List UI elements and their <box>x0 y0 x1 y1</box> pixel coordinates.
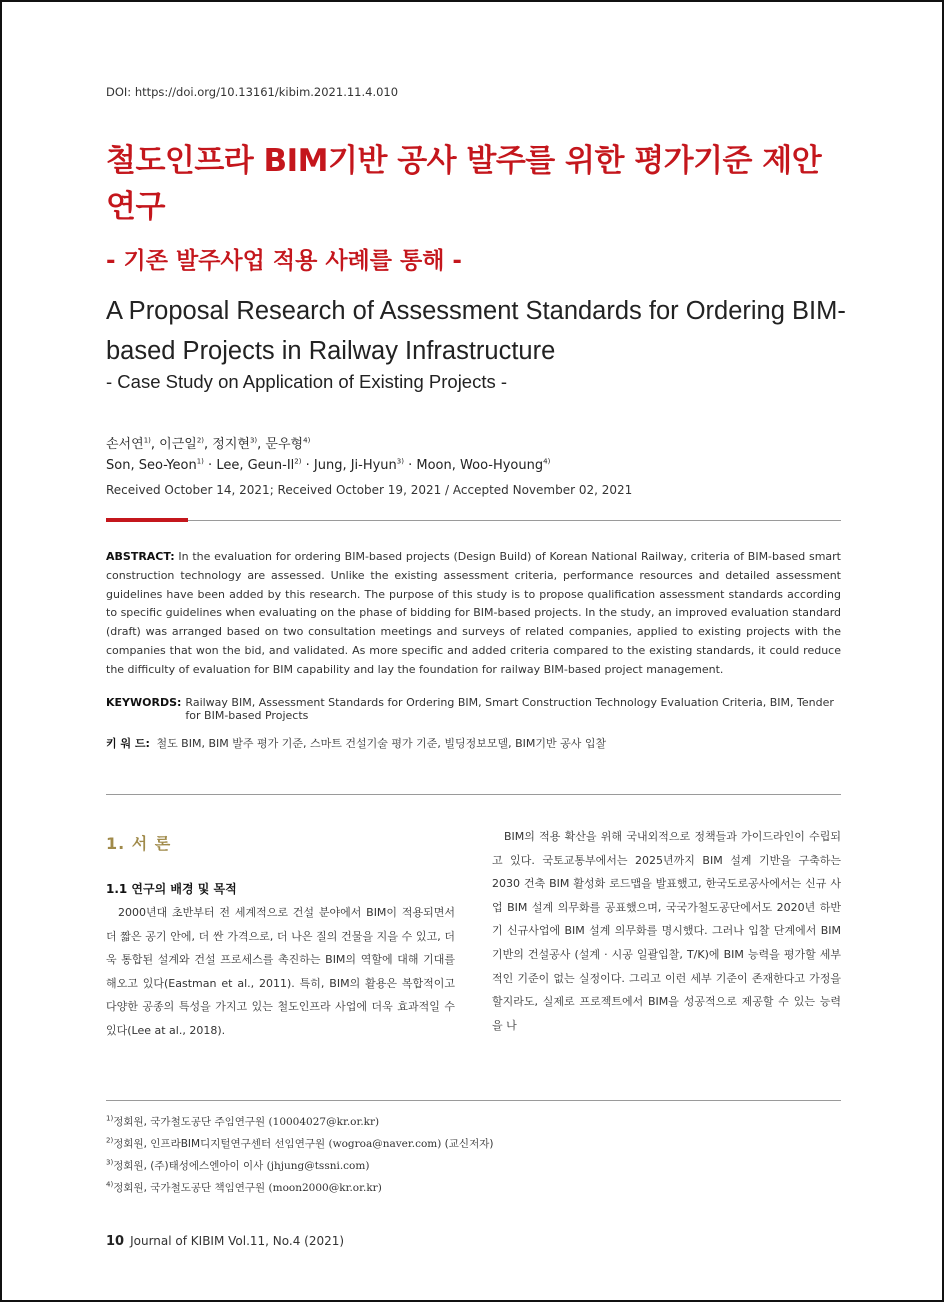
abstract-text: In the evaluation for ordering BIM-based projects (Design Build) of Korean National Railway, criteria of BIM-based smart construction technology are assessed. Unlike the existing assessment criteria, performance resources and detailed assessment guidelines have been added by this research. The purpose of this study is to propose qualification assessment standards according to specific guidelines when evaluating on the phase of bidding for BIM-based projects. In the study, an improved evaluation standard (draft) was arranged based on two consultation meetings and surveys of related companies, applied to existing projects with the companies that won the bid, and validated. As more specific and added criteria compared to the existing standards, it could reduce the difficulty of evaluation for BIM capability and lay the foundation for railway BIM-based project management. <box>106 550 841 676</box>
footnote-email[interactable]: (10004027@kr.or.kr) <box>268 1116 380 1128</box>
footnote-email[interactable]: (wogroa@naver.com) <box>328 1138 442 1150</box>
keywords-korean-label: 키 워 드: <box>106 737 150 750</box>
author-ko: 정지현$^{3)}$ <box>212 436 258 452</box>
footnote-email[interactable]: (jhjung@tssni.com) <box>266 1160 370 1172</box>
accent-divider <box>106 518 188 522</box>
subtitle-english: - Case Study on Application of Existing Projects - <box>106 371 508 392</box>
keywords-korean-text: 철도 BIM, BIM 발주 평가 기준, 스마트 건설기술 평가 기준, 빌딩정보모델, BIM기반 공사 입찰 <box>156 737 607 750</box>
footnote-divider <box>106 1100 841 1101</box>
footnotes <box>106 1111 493 1199</box>
section-heading: 1. 서 론 <box>106 834 172 853</box>
keywords-label: KEYWORDS: <box>106 696 182 709</box>
keywords-text: Railway BIM, Assessment Standards for Ordering BIM, Smart Construction Technology Evaluation Criteria, BIM, Tender for BIM-based Projects <box>185 696 834 722</box>
divider-line <box>106 794 841 795</box>
keywords-korean <box>106 735 841 751</box>
keywords <box>106 696 841 722</box>
body-left-column: 2000년대 초반부터 전 세계적으로 건설 분야에서 BIM이 적용되면서 더 짧은 공기 안에, 더 싼 가격으로, 더 나은 질의 건물을 지을 수 있고, 더욱 통합된 설계와 건설 프로세스를 촉진하는 BIM의 역할에 대해 기대를 해오고 있다(Eastman et al., 2011). 특히, BIM의 활용은 복합적이고 다양한 공종의 특성을 가지고 있는 철도인프라 사업에 더욱 효과적일 수 있다(Lee at al., 2018). <box>106 906 455 1037</box>
body-right-column: BIM의 적용 확산을 위해 국내외적으로 정책들과 가이드라인이 수립되고 있다. 국토교통부에서는 2025년까지 BIM 설계 기반을 구축하는 2030 건축 BIM 활성화 로드맵을 발표했고, 한국도로공사에서는 신규 사업 BIM 설계 의무화를 공표했으며, 국국가철도공단에서도 2020년 하반기 신규사업에 BIM 설계 의무화를 명시했다. 그러나 입찰 단계에서 BIM기반의 건설공사 (설계 · 시공 일괄입찰, T/K)에 BIM 능력을 평가할 세부적인 기준이 없는 실정이다. 그리고 이런 세부 기준이 존재한다고 가정을 할지라도, 실제로 프로젝트에서 BIM을 성공적으로 제공할 수 있는 능력을 나 <box>492 830 841 1032</box>
journal-name: Journal of KIBIM Vol.11, No.4 (2021) <box>130 1234 345 1248</box>
footnote-item: $^{2)}$정회원, 인프라BIM디지털연구센터 선임연구원 (wogroa@naver.com) (교신저자) <box>106 1136 494 1150</box>
abstract-label: ABSTRACT: <box>106 550 175 563</box>
footnote-item: $^{4)}$정회원, 국가철도공단 책임연구원 (moon2000@kr.or.kr) <box>106 1180 382 1194</box>
author-en: Moon, Woo-Hyoung$^{4)}$ <box>416 457 551 473</box>
author-en: Jung, Ji-Hyun$^{3)}$ <box>313 457 404 473</box>
author-ko: 손서연$^{1)}$ <box>106 436 151 452</box>
authors-korean: 손서연$^{1)}$, 이근일$^{2)}$, 정지현$^{3)}$, 문우형$^{4)}$ <box>106 436 311 452</box>
title-korean: 철도인프라 BIM기반 공사 발주를 위한 평가기준 제안 연구 <box>106 143 822 225</box>
footnote-item: $^{1)}$정회원, 국가철도공단 주임연구원 (10004027@kr.or.kr) <box>106 1114 380 1128</box>
title-english: A Proposal Research of Assessment Standards for Ordering BIM-based Projects in Railway Infrastructure <box>106 297 846 365</box>
doi-line[interactable]: DOI: https://doi.org/10.13161/kibim.2021.11.4.010 <box>106 85 399 99</box>
abstract <box>106 548 841 680</box>
author-en: Son, Seo-Yeon$^{1)}$ <box>106 457 204 473</box>
author-ko: 문우형$^{4)}$ <box>265 436 311 452</box>
divider-line <box>106 520 841 521</box>
footnote-item: $^{3)}$정회원, (주)태성에스엔아이 이사 (jhjung@tssni.com) <box>106 1158 370 1172</box>
received-dates: Received October 14, 2021; Received October 19, 2021 / Accepted November 02, 2021 <box>106 483 633 497</box>
author-ko: 이근일$^{2)}$ <box>159 436 205 452</box>
subsection-heading: 1.1 연구의 배경 및 목적 <box>106 882 237 896</box>
authors-english: Son, Seo-Yeon$^{1)}$ · Lee, Geun-$Il^{2)}$ · Jung, Ji-Hyun$^{3)}$ · Moon, Woo-Hyoung$^{4)}$ <box>106 457 551 473</box>
footnote-email[interactable]: (moon2000@kr.or.kr) <box>268 1182 382 1194</box>
subtitle-korean: - 기존 발주사업 적용 사례를 통해 - <box>106 248 462 274</box>
page-number: 10 <box>106 1234 125 1249</box>
author-en: Lee, Geun-Il$^{2)}$ <box>216 457 302 473</box>
page-footer <box>106 1234 344 1249</box>
